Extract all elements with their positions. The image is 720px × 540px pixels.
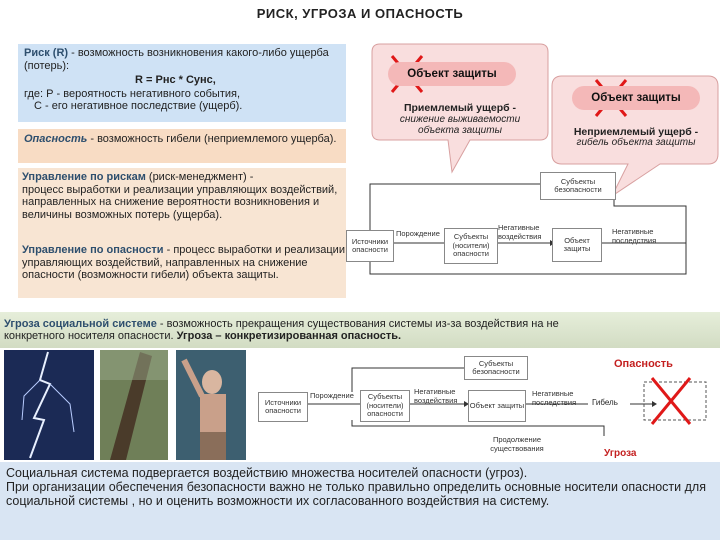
danger-management-term: Управление по опасности: [22, 244, 164, 256]
unacceptable-damage-sub: гибель объекта защиты: [576, 137, 696, 148]
risk-management-def: процесс выработки и реализации управляющих воздействий, направленных на снижение вероятности возникновения и величины возможных потерь (ущерба).: [22, 183, 338, 221]
summary-line-2: При организации обеспечения безопасности важно не только правильно определить основные носители опасности для социальной системы , но и оценить возможности их согласованного воздействия на систему.: [6, 480, 706, 508]
danger-definition: [24, 133, 340, 146]
risk-management-definition: [22, 171, 346, 221]
risk-where-2: С - его негативное последствие (ущерб).: [34, 100, 243, 112]
d2-generation: Порождение: [310, 391, 354, 400]
risk-definition: [24, 47, 340, 72]
object-protection-a: Объект защиты: [388, 62, 516, 86]
danger-management-def: - процесс выработки и реализации управляющих воздействий, направленных на снижение опасности (возможности гибели) объекта защиты.: [22, 244, 345, 281]
lightning-image: [4, 350, 94, 460]
page-title: РИСК, УГРОЗА И ОПАСНОСТЬ: [256, 6, 464, 21]
risk-formula: R = Рнс * Сунс,: [135, 74, 216, 86]
d2-death: Гибель: [592, 398, 618, 407]
d1-negative-effects: Негативные воздействия: [498, 223, 542, 241]
risk-term: Риск (R): [24, 47, 69, 59]
threat-line-2: [4, 330, 401, 343]
d2-carriers: Субъекты (носители) опасности: [360, 390, 410, 422]
threat-def: - возможность прекращения существования системы из-за воздействия на не: [156, 318, 559, 330]
d2-threat: Угроза: [604, 448, 637, 459]
object-protection-b: Объект защиты: [572, 86, 700, 110]
d2-continuation: Продолжение существования: [490, 435, 544, 453]
d1-carriers: Субъекты (носители) опасности: [444, 228, 498, 264]
d1-sources: Источники опасности: [346, 230, 394, 262]
threat-line-2-bold: Угроза – конкретизированная опасность.: [176, 330, 402, 342]
acceptable-damage-sub: снижение выживаемости объекта защиты: [399, 114, 521, 136]
d2-negative-consequences: Негативные последствия: [532, 389, 577, 407]
d2-subjects-security: Субъекты безопасности: [464, 356, 528, 380]
risk-management-suffix: (риск-менеджмент) -: [145, 171, 254, 183]
d1-object: Объект защиты: [552, 228, 602, 262]
danger-def: - возможность гибели (неприемлемого ущерба).: [87, 133, 337, 145]
risk-where-1: где: Р - вероятность негативного события,: [24, 88, 241, 100]
d2-object: Объект защиты: [468, 390, 526, 422]
summary-line-1: Социальная система подвергается воздействию множества носителей опасности (угроз).: [6, 466, 528, 480]
threat-line-2-text: конкретного носителя опасности.: [4, 330, 177, 342]
danger-management-definition: [22, 244, 346, 282]
danger-term: Опасность: [24, 133, 88, 145]
d1-negative-consequences: Негативные последствия: [612, 227, 657, 245]
unacceptable-damage: Неприемлемый ущерб -: [573, 126, 699, 138]
threat-term: Угроза социальной системе: [4, 318, 157, 330]
d2-negative-effects: Негативные воздействия: [414, 387, 458, 405]
d2-sources: Источники опасности: [258, 392, 308, 422]
risk-def: - возможность возникновения какого-либо ущерба (потерь):: [24, 47, 329, 72]
threat-definition: [4, 318, 716, 331]
d2-danger: Опасность: [614, 358, 673, 370]
d1-generation: Порождение: [396, 229, 440, 238]
acceptable-damage: Приемлемый ущерб -: [403, 102, 517, 114]
risk-management-term: Управление по рискам: [22, 171, 146, 183]
d1-subjects-security: Субъекты безопасности: [540, 172, 616, 200]
